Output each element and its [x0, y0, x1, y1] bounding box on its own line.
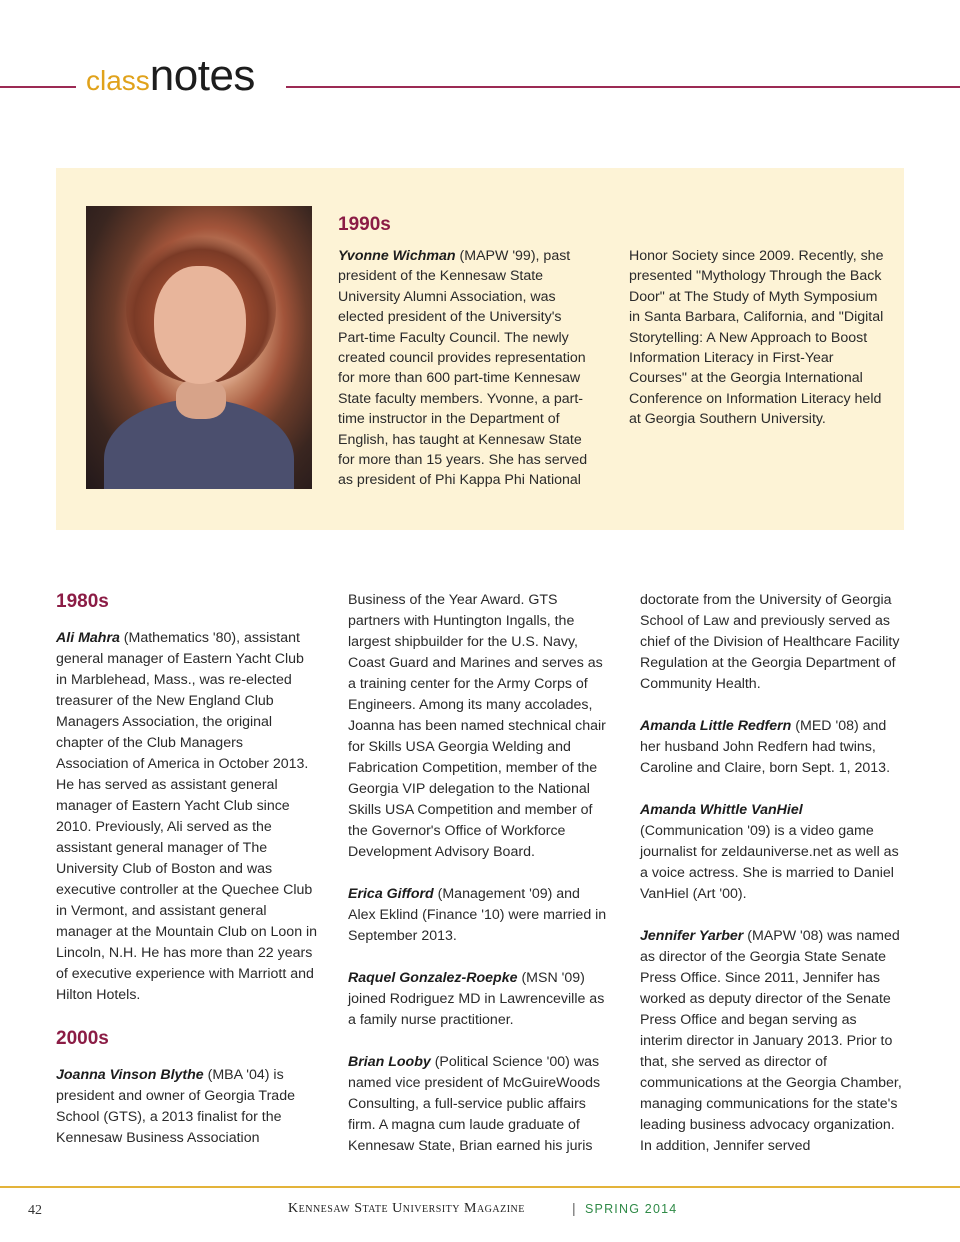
section-title-class: class [86, 65, 150, 96]
note-entry [640, 716, 902, 779]
alumni-name: Yvonne Wichman [338, 248, 456, 264]
era-heading-1990s: 1990s [338, 214, 391, 235]
notes-column-3 [640, 590, 902, 1178]
note-entry [640, 800, 902, 905]
note-text: (Mathematics '80), assistant general manager of Eastern Yacht Club in Marblehead, Mass., was re-elected treasurer of the New England Club Managers Association, the original chapter of the Club Managers Association of America in October 2013. He has served as assistant general manager of Eastern Yacht Club since 2010. Previously, Ali served as the assistant general manager of The University Club of Boston and was executive controller at the Quechee Club in Vermont, and assistant general manager at the Mountain Club on Loon in Lincoln, N.H. He has more than 22 years of executive experience with Marriott and Hilton Hotels. [56, 630, 318, 1003]
note-text: (MSN '09) joined Rodriguez MD in Lawrenceville as a family nurse practitioner. [348, 970, 605, 1028]
section-title [86, 51, 255, 100]
portrait-neck [176, 379, 226, 419]
issue-label: SPRING 2014 [585, 1202, 678, 1216]
footer-separator: | [572, 1200, 576, 1216]
feature-column-b: Honor Society since 2009. Recently, she presented "Mythology Through the Back Door" at The Study of Myth Symposium in Santa Barbara, California, and "Digital Storytelling: A New Approach to Boost Information Literacy in First-Year Courses" at the Georgia International Conference on Information Literacy held at Georgia Southern University. [629, 248, 884, 428]
note-entry [348, 884, 610, 947]
feature-box [56, 168, 904, 530]
alumni-name: Raquel Gonzalez-Roepke [348, 970, 518, 986]
footer-rule [0, 1186, 960, 1188]
portrait-face [154, 266, 246, 384]
note-text: (MBA '04) is president and owner of Georgia Trade School (GTS), a 2013 finalist for the Kennesaw Business Association [56, 1067, 295, 1146]
note-entry [56, 628, 318, 1006]
note-entry [348, 1052, 610, 1157]
magazine-title: Kennesaw State University Magazine [288, 1201, 525, 1216]
page-number: 42 [28, 1203, 42, 1218]
alumni-name: Jennifer Yarber [640, 928, 744, 944]
alumni-name: Amanda Whittle VanHiel [640, 802, 803, 818]
note-entry [640, 926, 902, 1157]
note-continuation: Business of the Year Award. GTS partners with Huntington Ingalls, the largest shipbuilder for the U.S. Navy, Coast Guard and Marines and serves as a training center for the Army Corps of Engineers. Among its many accolades, Joanna has been named stechnical chair for Skills USA Georgia Welding and Fabrication Competition, member of the Georgia VIP delegation to the National Skills USA Competition and member of the Governor's Office of Workforce Development Advisory Board. [348, 592, 606, 860]
notes-column-1 [56, 590, 318, 1170]
alumni-name: Ali Mahra [56, 630, 120, 646]
notes-column-2 [348, 590, 610, 1178]
feature-text-a: (MAPW '99), past president of the Kennesaw State University Alumni Association, was elected president of the University's Part-time Faculty Council. The newly created council provides representation for more than 600 part-time Kennesaw State faculty members. Yvonne, a part-time instructor in the Department of English, has taught at Kennesaw State for more than 15 years. She has served as president of Phi Kappa Phi National [338, 248, 588, 489]
alumni-name: Erica Gifford [348, 886, 434, 902]
alumni-name: Joanna Vinson Blythe [56, 1067, 204, 1083]
header-rule-right [286, 86, 960, 88]
portrait-photo [86, 206, 312, 489]
note-text: (MED '08) and her husband John Redfern had twins, Caroline and Claire, born Sept. 1, 2013. [640, 718, 891, 776]
alumni-name: Brian Looby [348, 1054, 431, 1070]
feature-column-a [338, 246, 594, 491]
note-entry [56, 1065, 318, 1149]
note-continuation: doctorate from the University of Georgia School of Law and previously served as chief of the Division of Healthcare Facility Regulation at the Georgia Department of Community Health. [640, 592, 900, 692]
header-rule-left [0, 86, 76, 88]
era-heading-2000s: 2000s [56, 1028, 109, 1049]
era-heading-1980s: 1980s [56, 591, 109, 612]
note-entry [348, 968, 610, 1031]
note-text: (Communication '09) is a video game journalist for zeldauniverse.net as well as a voice actress. She is married to Daniel VanHiel (Art '00). [640, 823, 899, 902]
note-text: (Political Science '00) was named vice president of McGuireWoods Consulting, a full-service public affairs firm. A magna cum laude graduate of Kennesaw State, Brian earned his juris [348, 1054, 601, 1154]
note-text: (Management '09) and Alex Eklind (Finance '10) were married in September 2013. [348, 886, 607, 944]
section-title-notes: notes [149, 51, 255, 100]
alumni-name: Amanda Little Redfern [640, 718, 792, 734]
note-text: (MAPW '08) was named as director of the Georgia State Senate Press Office. Since 2011, Jennifer has worked as deputy director of the Senate Press Office and began serving as interim director in January 2013. Prior to that, she served as director of communications at the Georgia Chamber, managing communications for the state's leading business advocacy organization. In addition, Jennifer served [640, 928, 902, 1154]
